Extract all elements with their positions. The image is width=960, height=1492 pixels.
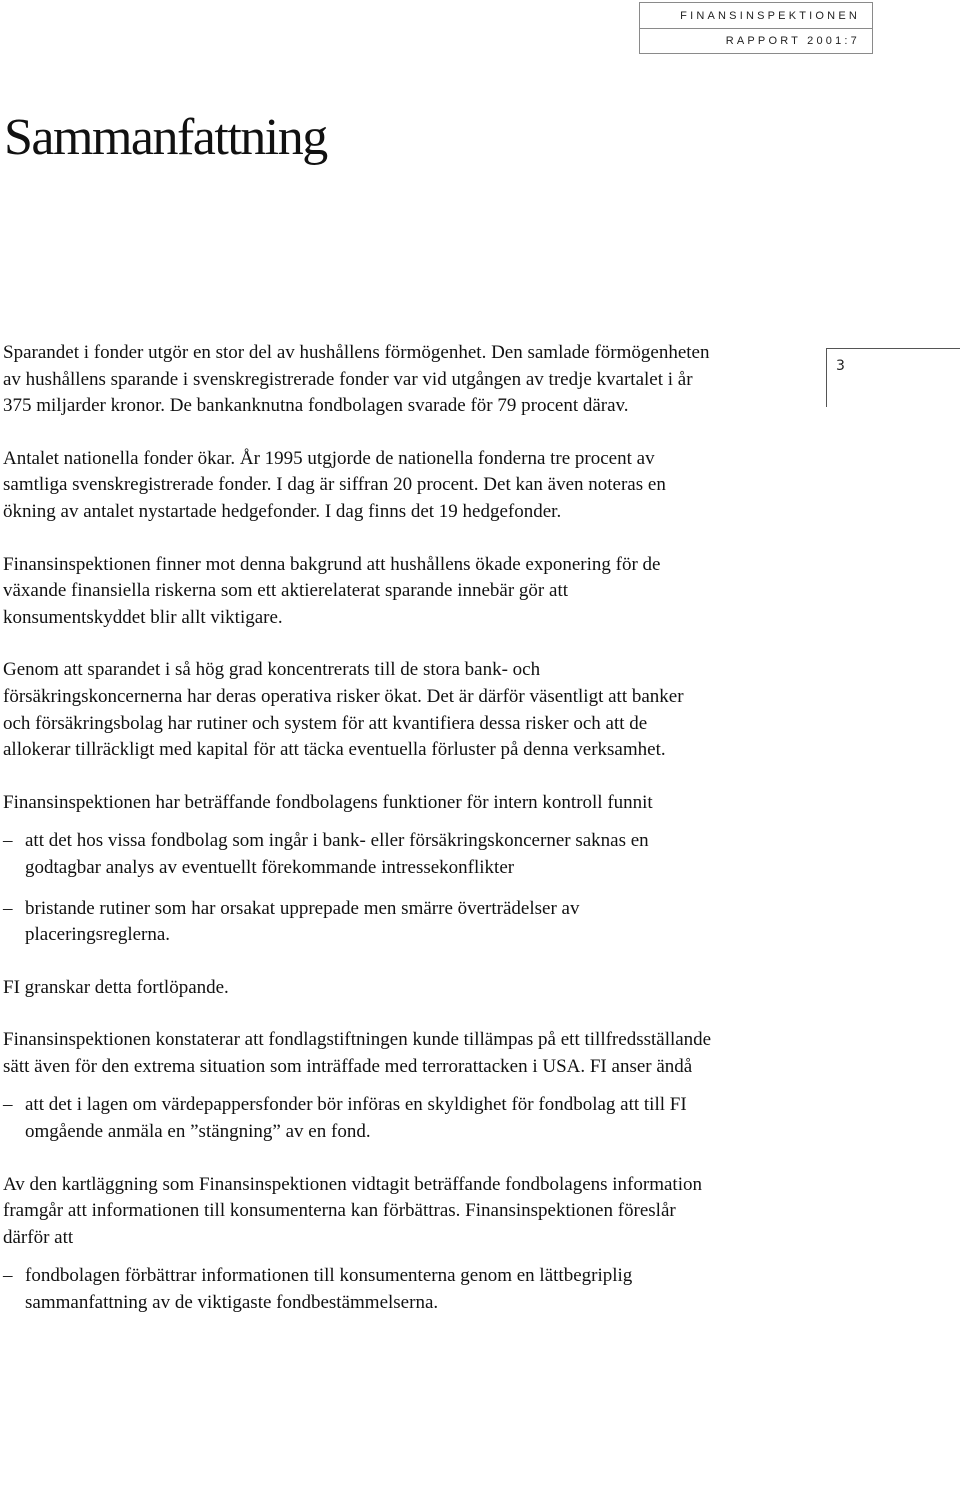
paragraph-internal-control: Finansinspektionen har beträffande fondbolagens funktioner för intern kontroll funnit [3, 791, 653, 813]
publisher-name: FINANSINSPEKTIONEN [680, 10, 860, 22]
page-title: Sammanfattning [4, 109, 327, 166]
list-item [3, 896, 715, 949]
list-item [3, 828, 715, 881]
header-divider [640, 28, 872, 29]
paragraph-fi-review: FI granskar detta fortlöpande. [3, 976, 229, 998]
dash-bullet: – [3, 897, 13, 919]
report-number: RAPPORT 2001:7 [725, 35, 860, 47]
list-item [3, 1092, 715, 1145]
list-item-text: att det hos vissa fondbolag som ingår i bank- eller försäkringskoncerner saknas en godtagbar analys av eventuellt förekommande intressekonflikter [25, 830, 649, 878]
summary-body [3, 340, 715, 1343]
paragraph-operational-risk: Genom att sparandet i så hög grad koncentrerats till de stora bank- och försäkringskoncernerna har deras operativa risker ökat. Det är därför väsentligt att banker och försäkringsbolag har rutiner och system för att kvantifiera dessa risker och att de allokerar tillräckligt med kapital för att täcka eventuella förluster på denna verksamhet. [3, 659, 684, 761]
paragraph-consumer-protection: Finansinspektionen finner mot denna bakgrund att hushållens ökade exponering för de växande finansiella riskerna som ett aktierelaterat sparande innebär gör att konsumentskyddet blir allt viktigare. [3, 553, 661, 628]
paragraph-fund-savings: Sparandet i fonder utgör en stor del av hushållens förmögenhet. Den samlade förmögenheten av hushållens sparande i svenskregistrerade fonder var vid utgången av tredje kvartalet i år 375 miljarder kronor. De bankanknutna fondbolagen svarade för 79 procent därav. [3, 342, 710, 417]
list-item-text: bristande rutiner som har orsakat upprepade men smärre överträdelser av placeringsreglerna. [25, 897, 580, 946]
paragraph-national-funds: Antalet nationella fonder ökar. År 1995 utgjorde de nationella fonderna tre procent av samtliga svenskregistrerade fonder. I dag är siffran 20 procent. Det kan även noteras en ökning av antalet nystartade hedgefonder. I dag finns det 19 hedgefonder. [3, 447, 666, 522]
fi-proposes-list [3, 1263, 715, 1316]
internal-control-findings-list [3, 828, 715, 948]
page-number: 3 [836, 358, 845, 374]
dash-bullet: – [3, 1265, 13, 1287]
list-item-text: att det i lagen om värdepappersfonder bör införas en skyldighet för fondbolag att till FI omgående anmäla en ”stängning” av en fond. [25, 1094, 687, 1143]
list-item-text: fondbolagen förbättrar informationen till konsumenterna genom en lättbegriplig sammanfattning av de viktigaste fondbestämmelserna. [25, 1265, 633, 1314]
list-item [3, 1263, 715, 1316]
dash-bullet: – [3, 830, 13, 852]
dash-bullet: – [3, 1094, 13, 1116]
paragraph-consumer-information: Av den kartläggning som Finansinspektionen vidtagit beträffande fondbolagens information framgår att informationen till konsumenterna kan förbättras. Finansinspektionen föreslår därför att [3, 1173, 702, 1248]
fi-considers-list [3, 1092, 715, 1145]
page-number-marker [826, 348, 960, 407]
report-header-box [639, 2, 873, 54]
paragraph-fund-legislation: Finansinspektionen konstaterar att fondlagstiftningen kunde tillämpas på ett tillfredsställande sätt även för den extrema situation som inträffade med terrorattacken i USA. FI anser ändå [3, 1029, 712, 1077]
